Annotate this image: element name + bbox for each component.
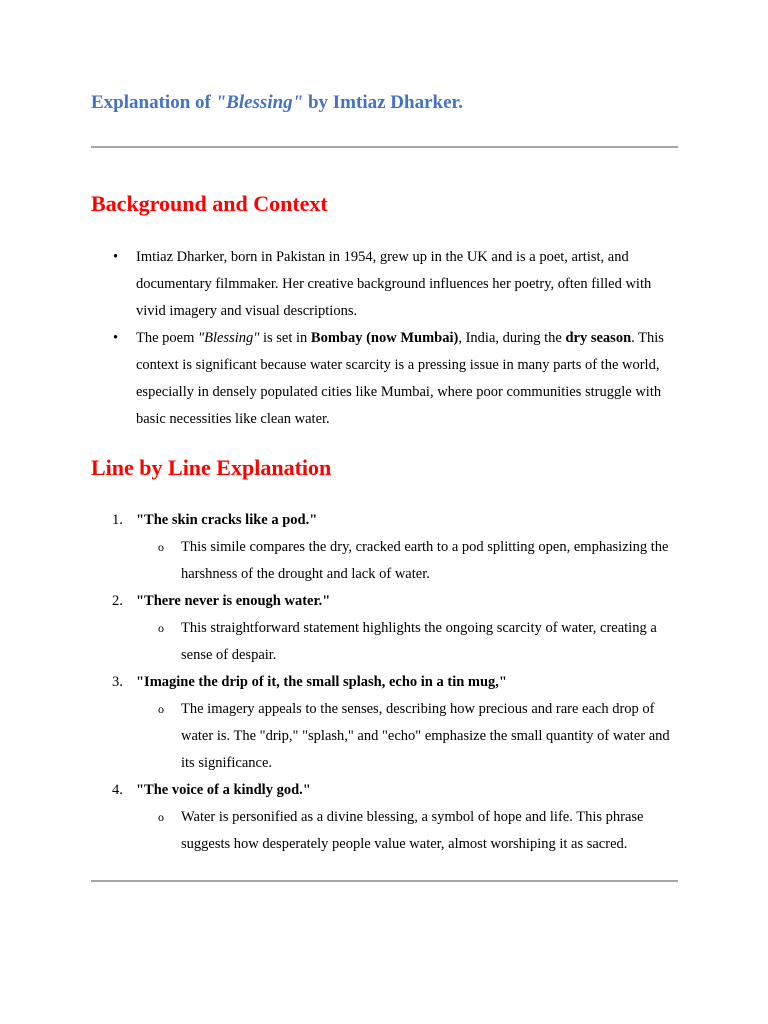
poem-line-quote: "The voice of a kindly god." (136, 782, 311, 798)
bullet-marker: • (113, 330, 119, 346)
sub-bullet-marker: o (158, 621, 164, 635)
line-by-line-heading: Line by Line Explanation (91, 455, 332, 480)
bullet-marker: • (113, 249, 119, 265)
poem-line-quote: "There never is enough water." (136, 593, 331, 609)
sub-bullet-marker: o (158, 540, 164, 554)
background-heading: Background and Context (91, 191, 328, 216)
item-number: 4. (112, 782, 123, 798)
line-explanation-item (91, 507, 678, 588)
background-bullet-item (91, 325, 678, 433)
bullet-text-part: is set in (259, 330, 311, 346)
line-explanation-list (91, 507, 678, 858)
background-bullet-list (91, 244, 678, 433)
item-number: 2. (112, 593, 123, 609)
bullet-text (136, 330, 664, 427)
document-title (91, 92, 463, 114)
item-number: 1. (112, 512, 123, 528)
bullet-text: Imtiaz Dharker, born in Pakistan in 1954, grew up in the UK and is a poet, artist, and documentary filmmaker. Her creative background influences her poetry, often filled with vivid imagery and visual descriptions. (136, 249, 652, 319)
item-number: 3. (112, 674, 123, 690)
line-explanation-item (91, 588, 678, 669)
line-explanation-text: This simile compares the dry, cracked earth to a pod splitting open, emphasizing the harshness of the drought and lack of water. (181, 539, 669, 582)
title-suffix: by Imtiaz Dharker. (303, 92, 463, 113)
poem-name: "Blessing" (198, 330, 260, 346)
line-explanation-text-item (136, 804, 678, 858)
title-poem-name: "Blessing" (215, 92, 304, 113)
line-explanation-text-item (136, 615, 678, 669)
setting-place: Bombay (now Mumbai) (310, 330, 459, 346)
sub-bullet-marker: o (158, 702, 164, 716)
bottom-divider (91, 880, 678, 882)
bullet-text-part: . This context is significant because water scarcity is a pressing issue in many parts of the world, especially in densely populated cities like Mumbai, where poor communities struggle with basic necessities like clean water. (136, 330, 664, 427)
title-prefix: Explanation of (91, 92, 216, 113)
bullet-text-part: , India, during the (458, 330, 566, 346)
background-bullet-item (91, 244, 678, 325)
bullet-text-part: The poem (136, 330, 199, 346)
poem-line-quote: "Imagine the drip of it, the small splash, echo in a tin mug," (136, 674, 507, 690)
line-explanation-text: Water is personified as a divine blessing, a symbol of hope and life. This phrase suggests how desperately people value water, almost worshiping it as sacred. (181, 809, 644, 852)
top-divider (91, 146, 678, 148)
sub-bullet-marker: o (158, 810, 164, 824)
line-explanation-text-item (136, 534, 678, 588)
line-explanation-item (91, 669, 678, 777)
poem-line-quote: "The skin cracks like a pod." (136, 512, 318, 528)
line-explanation-text-item (136, 696, 678, 777)
line-explanation-text: This straightforward statement highlights the ongoing scarcity of water, creating a sense of despair. (181, 620, 657, 663)
line-explanation-text: The imagery appeals to the senses, describing how precious and rare each drop of water is. The "drip," "splash," and "echo" emphasize the small quantity of water and its significance. (181, 701, 670, 771)
setting-season: dry season (565, 330, 632, 346)
line-explanation-item (91, 777, 678, 858)
